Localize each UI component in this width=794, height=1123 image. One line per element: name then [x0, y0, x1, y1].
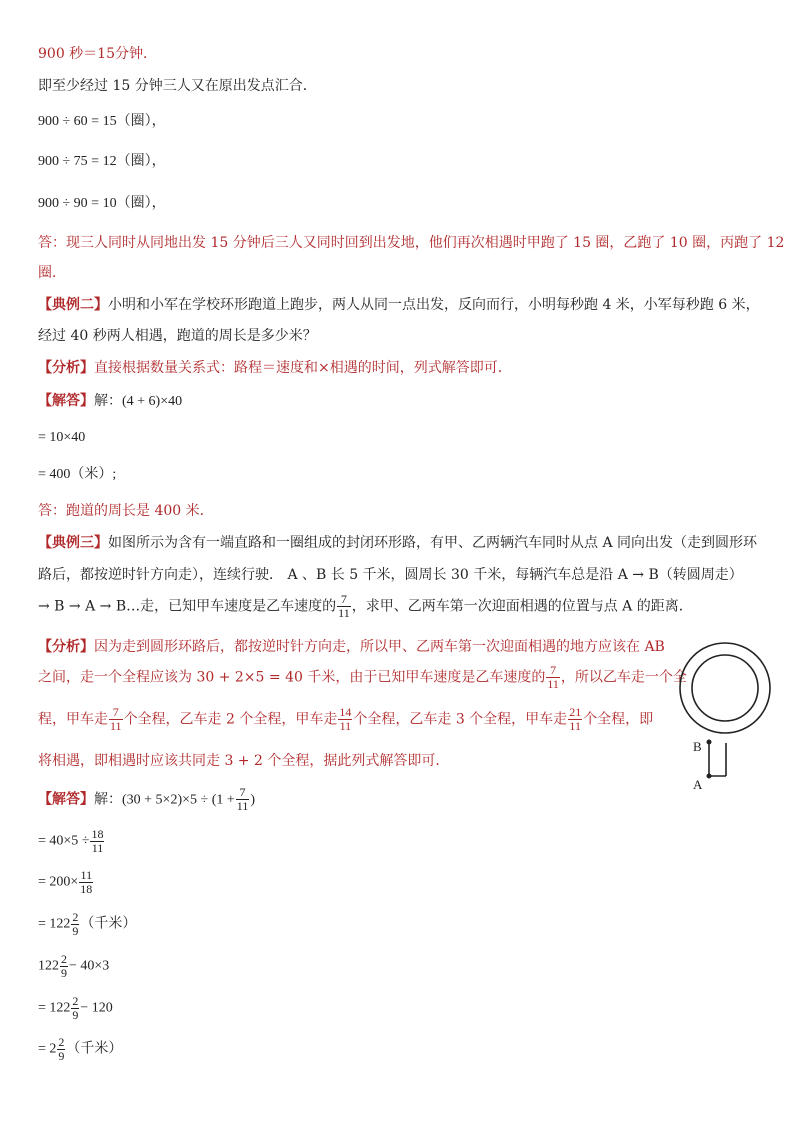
solution-step: = 10×40: [38, 430, 86, 445]
equation-line: 900 ÷ 90 = 10（圈），: [38, 196, 166, 211]
label-b: B: [693, 739, 702, 754]
fraction-two-ninths: $\frac{2}{9}$: [58, 1035, 65, 1063]
analysis-text-with-fraction: 之间，走一个全程应该为 30 + 2×5 = 40 千米，由于已知甲车速度是乙车速度的 $\frac{7}{11}$ ，所以乙车走一个全: [38, 663, 687, 691]
analysis-tag: 【分析】: [38, 639, 94, 655]
inner-loop: [692, 655, 758, 721]
solution-step: = 122 $\frac{2}{9}$ （千米）: [38, 910, 137, 938]
label-a: A: [693, 777, 703, 792]
track-diagram: [676, 638, 772, 793]
solution-step: 122 $\frac{2}{9}$ − 40×3: [38, 952, 110, 980]
fraction-twenty-one-elevenths: $\frac{21}{11}$: [569, 705, 582, 733]
text-line: 即至少经过 15 分钟三人又在原出发点汇合．: [38, 78, 317, 94]
fraction-fourteen-elevenths: $\frac{14}{11}$: [339, 705, 352, 733]
solution-tag: 【解答】: [38, 393, 94, 409]
question-text: 小明和小军在学校环形跑道上跑步，两人从同一点出发，反向而行，小明每秒跑 4 米，小军每秒跑 6 米，: [108, 297, 760, 313]
solution-step: = 400（米）;: [38, 467, 117, 482]
fraction-seven-elevenths: $\frac{7}{11}$: [236, 785, 249, 813]
analysis-text: 将相遇，即相遇时应该共同走 3 + 2 个全程，据此列式解答即可．: [38, 753, 450, 769]
fraction-seven-elevenths: $\frac{7}{11}$: [110, 705, 122, 733]
solution-line: 【解答】解：(30 + 5×2)×5 ÷ (1 + $\frac{7}{11}$ ): [38, 785, 255, 813]
solution-step: = 2 $\frac{2}{9}$ （千米）: [38, 1035, 123, 1063]
point-a-marker: [707, 774, 712, 779]
fraction-seven-elevenths: $\frac{7}{11}$: [338, 592, 350, 620]
fraction-eighteen-elevenths: $\frac{18}{11}$: [91, 827, 104, 855]
fraction-seven-elevenths: $\frac{7}{11}$: [547, 663, 559, 691]
question-text: 如图所示为含有一端直路和一圈组成的封闭环形路，有甲、乙两辆汽车同时从点 A 同向出发（走到圆形环: [108, 535, 758, 551]
question-text-with-fraction: [38, 593, 693, 620]
example-tag: 【典例二】: [38, 297, 108, 313]
fraction-two-ninths: $\frac{2}{9}$: [72, 994, 79, 1022]
text-line: 900 秒＝15分钟．: [38, 46, 157, 62]
solution-text: 解：(4 + 6)×40: [94, 394, 183, 409]
fraction-eleven-eighteenths: $\frac{11}{18}$: [80, 868, 93, 896]
question-text: → B → A → B…走，已知甲车速度是乙车速度的: [38, 598, 337, 615]
answer-line: 答：跑道的周长是 400 米．: [38, 503, 214, 519]
fraction-two-ninths: $\frac{2}{9}$: [61, 952, 67, 980]
outer-loop: [680, 643, 770, 733]
analysis-text: 直接根据数量关系式：路程＝速度和×相遇的时间，列式解答即可．: [94, 360, 512, 376]
answer-line: 圈．: [38, 265, 66, 281]
analysis-line: [38, 358, 512, 378]
analysis-text-with-fractions: 程，甲车走 $\frac{7}{11}$ 个全程，乙车走 2 个全程，甲车走 $\frac{14}{11}$ 个全程，乙车走 3 个全程，甲车走 $\frac{21}{11}$ 个全程，即: [38, 705, 654, 733]
question-text: 经过 40 秒两人相遇，跑道的周长是多少米？: [38, 328, 317, 344]
solution-step: = 200× $\frac{11}{18}$: [38, 868, 93, 896]
example-tag: 【典例三】: [38, 535, 108, 551]
analysis-line: [38, 637, 665, 657]
fraction-two-ninths: $\frac{2}{9}$: [72, 910, 79, 938]
solution-line: [38, 391, 182, 412]
answer-line: 答：现三人同时从同地出发 15 分钟后三人又同时回到出发地，他们再次相遇时甲跑了 15 圈，乙跑了 10 圈，丙跑了 12: [38, 235, 785, 251]
analysis-tag: 【分析】: [38, 360, 94, 376]
question-text: ，求甲、乙两车第一次迎面相遇的位置与点 A 的距离．: [351, 598, 693, 615]
equation-line: 900 ÷ 60 = 15（圈），: [38, 114, 166, 129]
equation-line: 900 ÷ 75 = 12（圈），: [38, 154, 166, 169]
solution-step: = 122 $\frac{2}{9}$ − 120: [38, 994, 113, 1022]
example-three-question: [38, 533, 757, 553]
example-two-question: [38, 295, 760, 315]
solution-step: = 40×5 ÷ $\frac{18}{11}$: [38, 827, 104, 855]
solution-tag: 【解答】: [38, 791, 94, 808]
question-text: 路后，都按逆时针方向走），连续行驶． A 、B 长 5 千米，圆周长 30 千米，每辆汽车总是沿 A → B（转圆周走）: [38, 567, 743, 583]
point-b-marker: [707, 740, 712, 745]
analysis-text: 因为走到圆形环路后，都按逆时针方向走，所以甲、乙两车第一次迎面相遇的地方应该在 AB: [94, 639, 665, 655]
